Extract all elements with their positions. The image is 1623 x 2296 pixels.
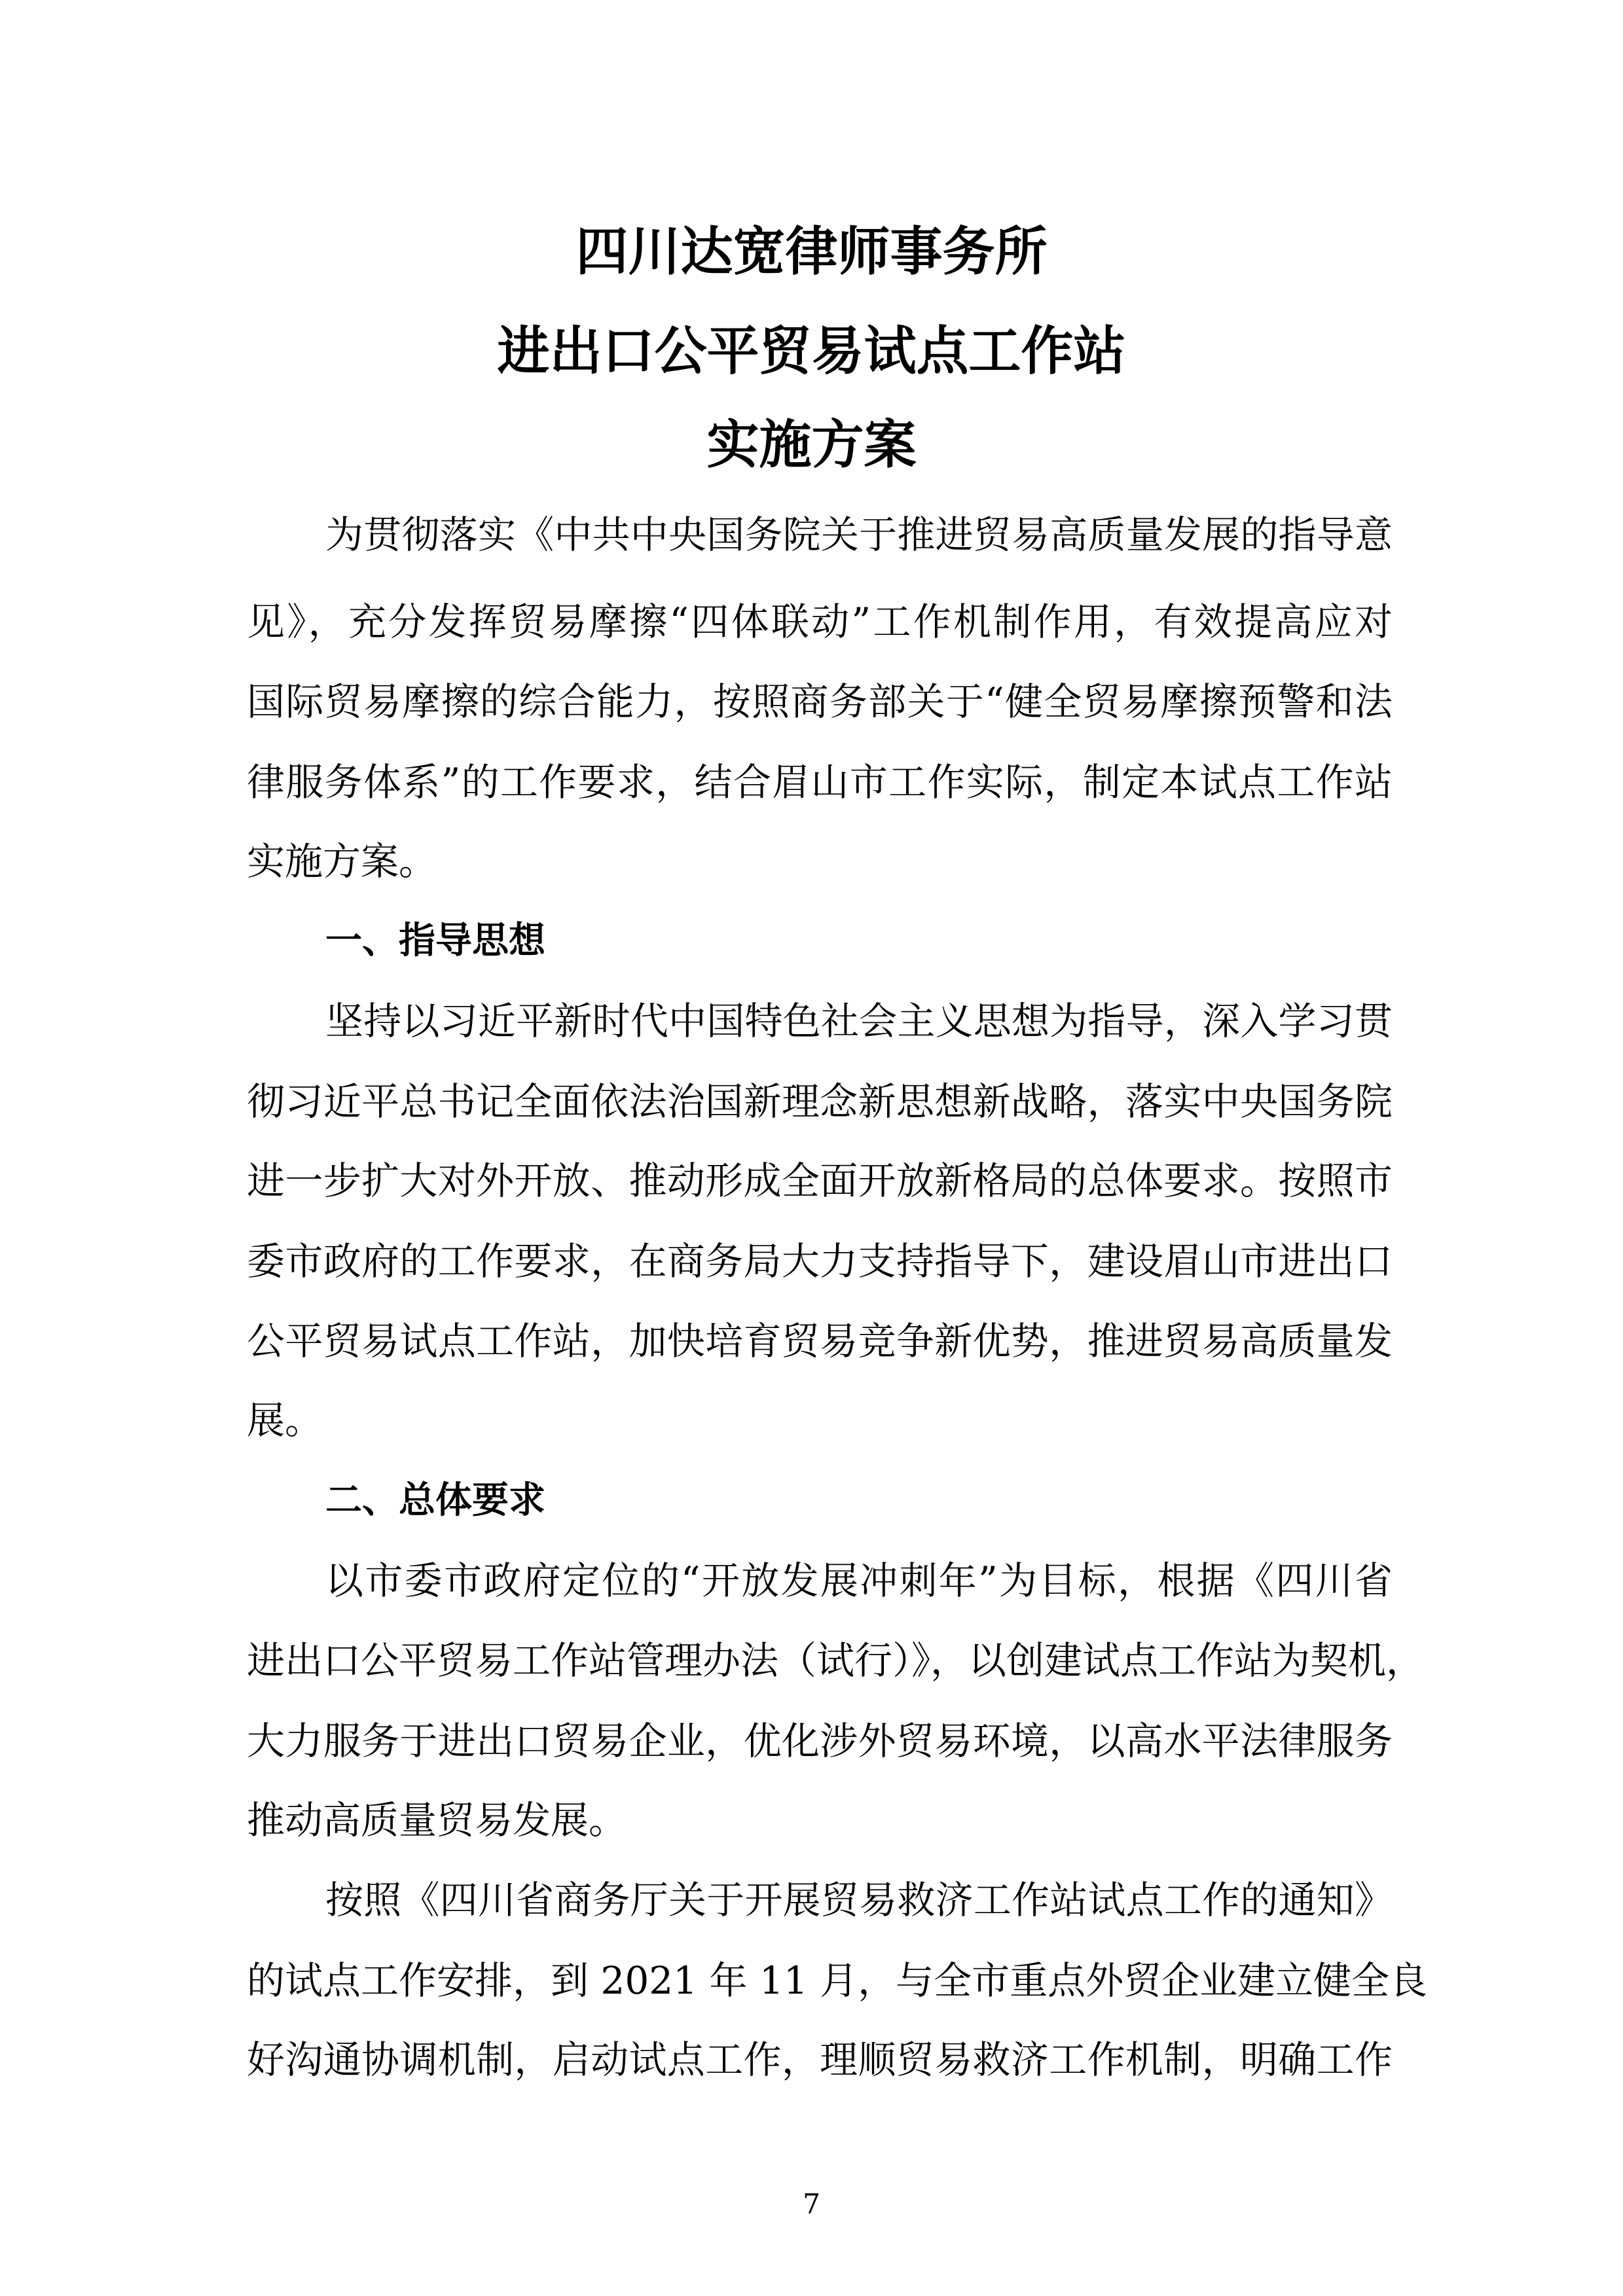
intro-line: 实施方案。	[247, 839, 437, 884]
document-title-line-2: 进出口公平贸易试点工作站	[497, 321, 1126, 382]
section2-para1-line: 以市委市政府定位的“开放发展冲刺年”为目标，根据《四川省	[325, 1558, 1393, 1603]
section2-para2-line: 好沟通协调机制，启动试点工作，理顺贸易救济工作机制，明确工作	[247, 2037, 1393, 2082]
section1-line: 公平贸易试点工作站，加快培育贸易竞争新优势，推进贸易高质量发	[247, 1319, 1393, 1363]
intro-line: 律服务体系”的工作要求，结合眉山市工作实际，制定本试点工作站	[247, 760, 1393, 804]
intro-line: 国际贸易摩擦的综合能力，按照商务部关于“健全贸易摩擦预警和法	[247, 679, 1393, 724]
section2-para1-line: 进出口公平贸易工作站管理办法（试行）》，以创建试点工作站为契机，	[247, 1638, 1425, 1683]
section-heading-overall-requirements: 二、总体要求	[325, 1479, 545, 1522]
page-number: 7	[803, 2188, 820, 2220]
document-title-line-1: 四川达宽律师事务所	[575, 221, 1048, 282]
section1-line: 彻习近平总书记全面依法治国新理念新思想新战略，落实中央国务院	[247, 1079, 1393, 1124]
intro-line: 为贯彻落实《中共中央国务院关于推进贸易高质量发展的指导意	[325, 512, 1393, 557]
section2-para1-line: 大力服务于进出口贸易企业，优化涉外贸易环境，以高水平法律服务	[247, 1719, 1393, 1763]
section1-line: 展。	[247, 1398, 323, 1443]
section1-line: 坚持以习近平新时代中国特色社会主义思想为指导，深入学习贯	[325, 999, 1393, 1043]
document-title-line-3: 实施方案	[706, 414, 917, 475]
section2-para2-line: 的试点工作安排，到 2021 年 11 月，与全市重点外贸企业建立健全良	[247, 1958, 1428, 2003]
section1-line: 委市政府的工作要求，在商务局大力支持指导下，建设眉山市进出口	[247, 1239, 1393, 1283]
section2-para1-line: 推动高质量贸易发展。	[247, 1798, 627, 1842]
intro-line: 见》，充分发挥贸易摩擦“四体联动”工作机制作用，有效提高应对	[247, 600, 1393, 644]
section2-para2-line: 按照《四川省商务厅关于开展贸易救济工作站试点工作的通知》	[325, 1878, 1393, 1922]
section1-line: 进一步扩大对外开放、推动形成全面开放新格局的总体要求。按照市	[247, 1158, 1393, 1203]
section-heading-guiding-ideology: 一、指导思想	[325, 920, 545, 962]
